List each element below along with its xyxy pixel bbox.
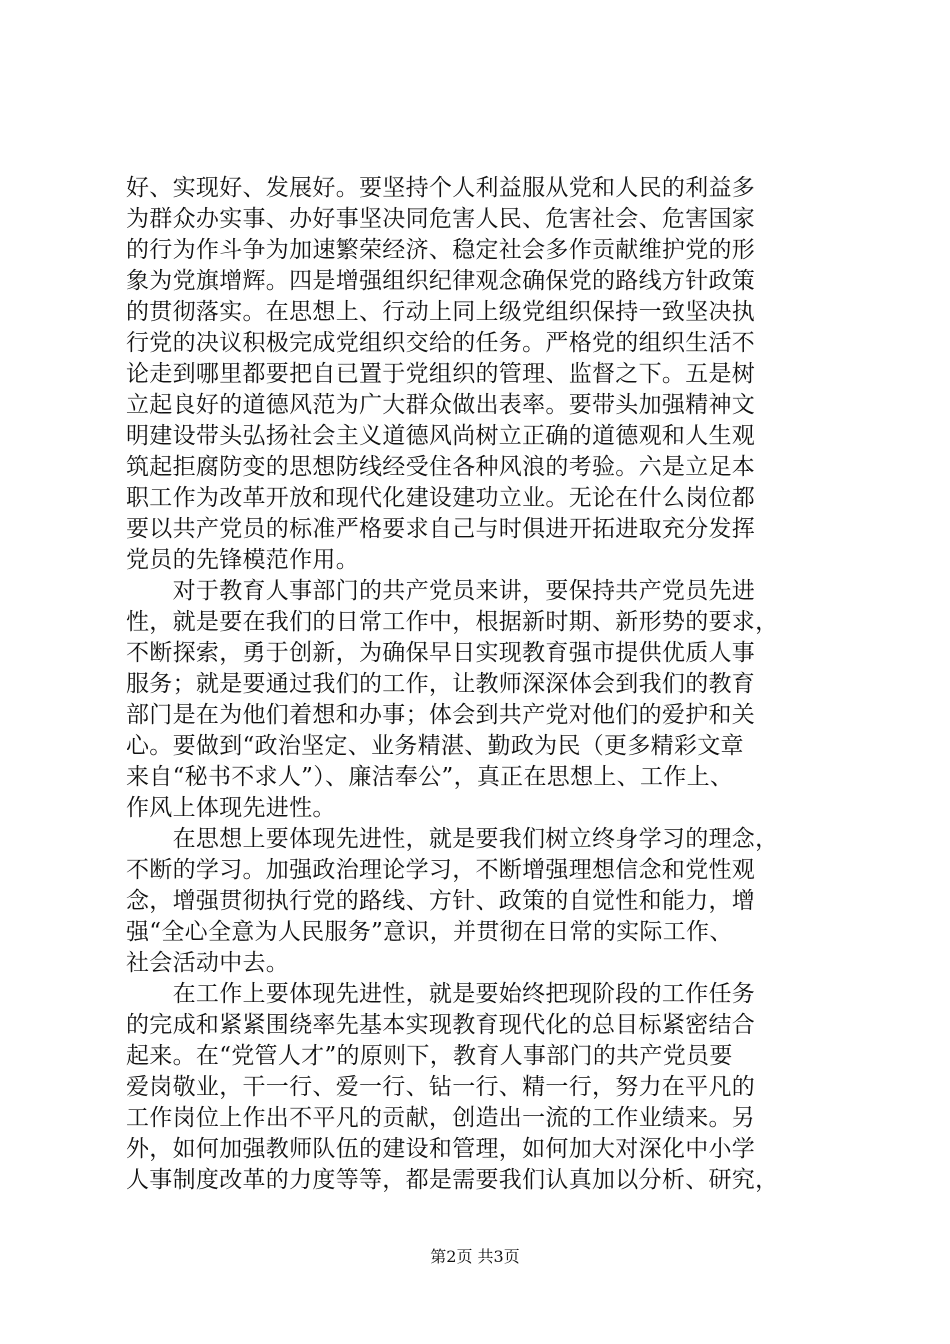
text-line: 工作岗位上作出不平凡的贡献，创造出一流的工作业绩来。另 (126, 1105, 756, 1131)
text-line: 为群众办实事、办好事坚决同危害人民、危害社会、危害国家 (126, 206, 756, 232)
text-line: 好、实现好、发展好。要坚持个人利益服从党和人民的利益多 (126, 175, 756, 201)
text-line: 要以共产党员的标准严格要求自己与时俱进开拓进取充分发挥 (126, 516, 756, 542)
text-line: 来自“秘书不求人”）、廉洁奉公”，真正在思想上、工作上、 (126, 764, 734, 790)
text-line: 起来。在“党管人才”的原则下，教育人事部门的共产党员要 (126, 1043, 733, 1069)
text-line: 筑起拒腐防变的思想防线经受住各种风浪的考验。六是立足本 (126, 454, 756, 480)
text-line: 念，增强贯彻执行党的路线、方针、政策的自觉性和能力，增 (126, 888, 756, 914)
text-line: 部门是在为他们着想和办事；体会到共产党对他们的爱护和关 (126, 702, 756, 728)
text-line: 人事制度改革的力度等等，都是需要我们认真加以分析、研究， (126, 1167, 779, 1193)
text-line: 的完成和紧紧围绕率先基本实现教育现代化的总目标紧密结合 (126, 1012, 756, 1038)
text-line: 的行为作斗争为加速繁荣经济、稳定社会多作贡献维护党的形 (126, 237, 756, 263)
text-line: 立起良好的道德风范为广大群众做出表率。要带头加强精神文 (126, 392, 756, 418)
text-line: 爱岗敬业，干一行、爱一行、钻一行、精一行，努力在平凡的 (126, 1074, 756, 1100)
text-line: 的贯彻落实。在思想上、行动上同上级党组织保持一致坚决执 (126, 299, 756, 325)
text-line: 外，如何加强教师队伍的建设和管理，如何加大对深化中小学 (126, 1136, 756, 1162)
text-line: 党员的先锋模范作用。 (126, 547, 359, 573)
text-line: 在思想上要体现先进性，就是要我们树立终身学习的理念， (126, 826, 779, 852)
text-line: 论走到哪里都要把自已置于党组织的管理、监督之下。五是树 (126, 361, 756, 387)
text-line: 服务；就是要通过我们的工作，让教师深深体会到我们的教育 (126, 671, 756, 697)
text-line: 心。要做到“政治坚定、业务精湛、勤政为民（更多精彩文章 (126, 733, 744, 759)
text-line: 社会活动中去。 (126, 950, 290, 976)
text-line: 象为党旗增辉。四是增强组织纪律观念确保党的路线方针政策 (126, 268, 756, 294)
text-line: 作风上体现先进性。 (126, 795, 336, 821)
text-line: 行党的决议积极完成党组织交给的任务。严格党的组织生活不 (126, 330, 756, 356)
text-line: 不断探索，勇于创新，为确保早日实现教育强市提供优质人事 (126, 640, 756, 666)
page-number-footer: 第2页 共3页 (430, 1247, 520, 1266)
text-line: 职工作为改革开放和现代化建设建功立业。无论在什么岗位都 (126, 485, 756, 511)
text-line: 明建设带头弘扬社会主义道德风尚树立正确的道德观和人生观 (126, 423, 756, 449)
text-line: 在工作上要体现先进性，就是要始终把现阶段的工作任务 (126, 981, 756, 1007)
text-line: 不断的学习。加强政治理论学习，不断增强理想信念和党性观 (126, 857, 756, 883)
text-line: 性，就是要在我们的日常工作中，根据新时期、新形势的要求， (126, 609, 779, 635)
text-line: 对于教育人事部门的共产党员来讲，要保持共产党员先进 (126, 578, 756, 604)
text-line: 强“全心全意为人民服务”意识，并贯彻在日常的实际工作、 (126, 919, 733, 945)
